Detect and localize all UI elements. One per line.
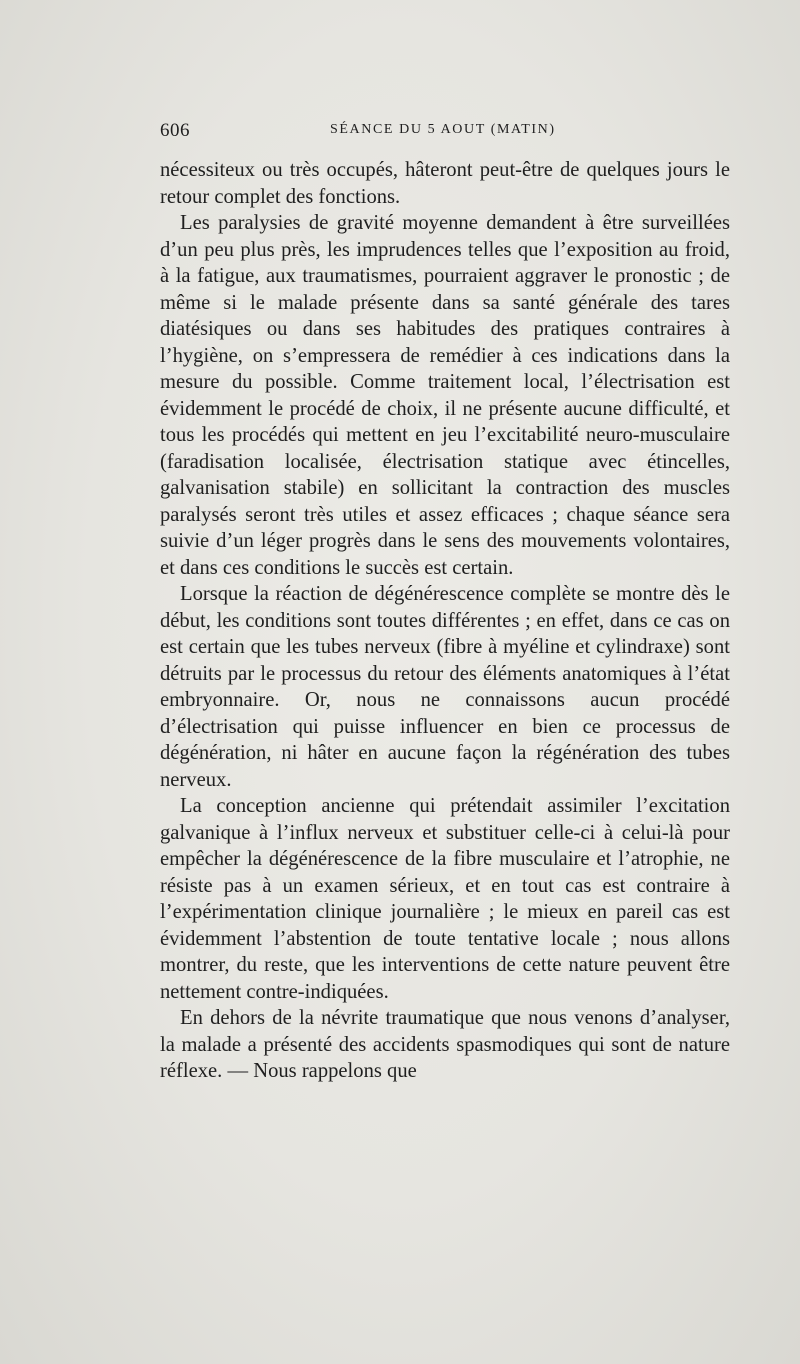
paragraph-paralysies-moyenne: Les paralysies de gravité moyenne demandent à être surveillées d’un peu plus près, les imprudences telles que l’exposition au froid, à la fatigue, aux traumatismes, pourraient aggraver le pronostic ; de même si le malade présente dans sa santé générale des tares diatésiques ou dans ses habitudes des pratiques contraires à l’hygiène, on s’empressera de remédier à ces indications dans la mesure du possible. Comme traitement local, l’électrisation est évidemment le procédé de choix, il ne présente aucune difficulté, et tous les procédés qui mettent en jeu l’excitabilité neuro-musculaire (faradisation localisée, électrisation statique avec étincelles, galvanisation stabile) en sollicitant la contraction des muscles paralysés seront très utiles et assez efficaces ; chaque séance sera suivie d’un léger progrès dans le sens des mouvements volontaires, et dans ces conditions le succès est certain. [160,212,730,579]
paragraph-conception-ancienne: La conception ancienne qui prétendait assimiler l’excitation galvanique à l’influx nerveux et substituer celle-ci à celui-là pour empêcher la dégénérescence de la fibre musculaire et l’atrophie, ne résiste pas à un examen sérieux, et en tout cas est contraire à l’expérimentation clinique journalière ; le mieux en pareil cas est évidemment l’abstention de toute tentative locale ; nous allons montrer, du reste, que les interventions de cette nature peuvent être nettement contre-indiquées. [160,795,730,1003]
page-number: 606 [160,120,190,141]
page-header [160,120,730,146]
running-head: SÉANCE DU 5 AOUT (MATIN) [330,122,556,137]
paragraph-nevrite-traumatique: En dehors de la névrite traumatique que nous venons d’analyser, la malade a présenté des accidents spasmodiques qui sont de nature réflexe. — Nous rappelons que [160,1007,730,1082]
paragraph-reaction-degenerescence: Lorsque la réaction de dégénérescence complète se montre dès le début, les conditions sont toutes différentes ; en effet, dans ce cas on est certain que les tubes nerveux (fibre à myéline et cylindraxe) sont détruits par le processus du retour des éléments anatomiques à l’état embryonnaire. Or, nous ne connaissons aucun procédé d’électrisation qui puisse influencer en bien ce processus de dégénération, ni hâter en aucune façon la régénération des tubes nerveux. [160,583,730,791]
paragraph-continuation: nécessiteux ou très occupés, hâteront peut-être de quelques jours le retour complet des fonctions. [160,159,730,208]
body-text [160,157,730,1085]
